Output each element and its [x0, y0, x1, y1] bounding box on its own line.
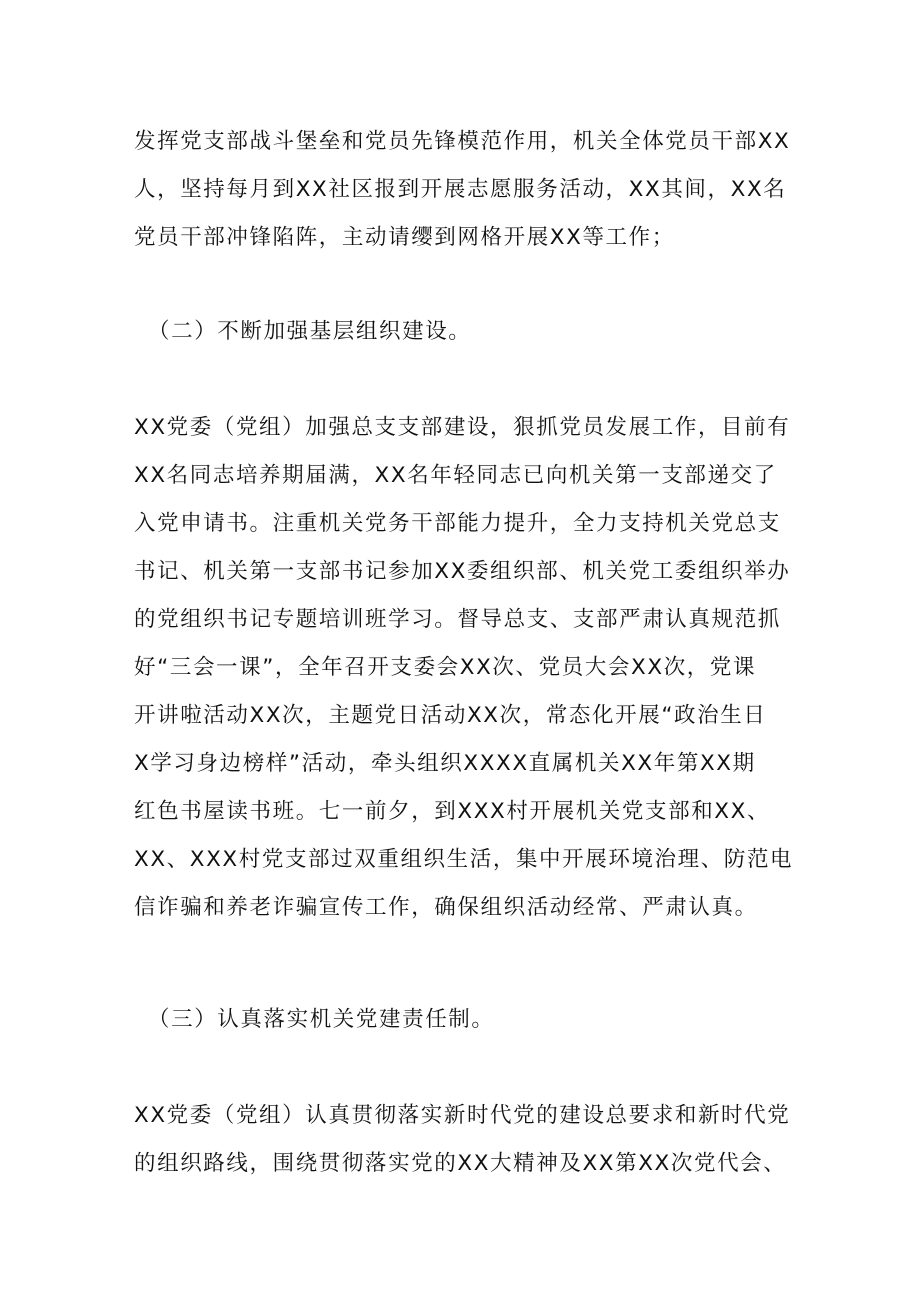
- paragraph-3: [134, 1092, 794, 1188]
- text-line: 人，坚持每月到XX社区报到开展志愿服务活动，XX其间，XX名: [134, 177, 787, 202]
- text-line: XX、XXX村党支部过双重组织生活，集中开展环境治理、防范电: [134, 847, 794, 872]
- text-line: XX党委（党组）认真贯彻落实新时代党的建设总要求和新时代党: [134, 1103, 791, 1128]
- text-line: XX名同志培养期届满，XX名年轻同志已向机关第一支部递交了: [134, 463, 777, 488]
- text-line: 信诈骗和养老诈骗宣传工作，确保组织活动经常、严肃认真。: [134, 895, 758, 920]
- paragraph-2: [134, 404, 794, 932]
- text-line: 党员干部冲锋陷阵，主动请缨到网格开展XX等工作；: [134, 225, 675, 250]
- section-heading-2: [134, 308, 794, 356]
- text-line: 入党申请书。注重机关党务干部能力提升，全力支持机关党总支: [134, 511, 781, 536]
- text-line: 发挥党支部战斗堡垒和党员先锋模范作用，机关全体党员干部XX: [134, 129, 791, 154]
- text-line: 好“三会一课”，全年召开支委会XX次、党员大会XX次，党课: [134, 655, 757, 680]
- section-heading-3: [134, 996, 794, 1044]
- text-line: 的党组织书记专题培训班学习。督导总支、支部严肃认真规范抓: [134, 607, 781, 632]
- text-line: 书记、机关第一支部书记参加XX委组织部、机关党工委组织举办: [134, 559, 791, 584]
- text-line: 的组织路线，围绕贯彻落实党的XX大精神及XX第XX次党代会、: [134, 1151, 787, 1176]
- text-line: X学习身边榜样”活动，牵头组织XXXX直属机关XX年第XX期: [134, 751, 756, 776]
- text-line: 开讲啦活动XX次，主题党日活动XX次，常态化开展“政治生日: [134, 703, 767, 728]
- heading-text: （三）认真落实机关党建责任制。: [148, 1007, 495, 1032]
- text-line: 红色书屋读书班。七一前夕，到XXX村开展机关党支部和XX、: [134, 799, 771, 824]
- paragraph-1: [134, 118, 794, 262]
- heading-text: （二）不断加强基层组织建设。: [148, 319, 472, 344]
- text-line: XX党委（党组）加强总支支部建设，狠抓党员发展工作，目前有: [134, 415, 791, 440]
